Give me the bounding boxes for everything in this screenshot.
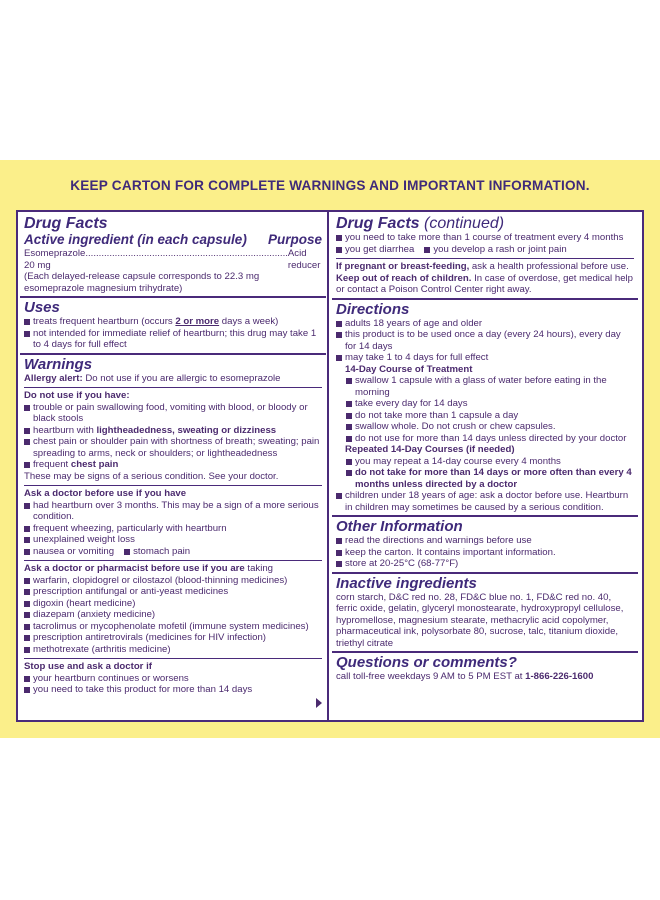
ingredient-dots: ............................................................................ xyxy=(85,248,288,259)
do-not-use-item: chest pain or shoulder pain with shortness of breath; sweating; pain spreading to arms, neck or shoulders; or lightheadedness xyxy=(24,436,322,459)
ask-pharmacist-item: prescription antifungal or anti-yeast medicines xyxy=(24,586,322,598)
repeat-item: you may repeat a 14-day course every 4 months xyxy=(346,456,634,468)
uses-title: Uses xyxy=(24,299,60,316)
course-item: do not use for more than 14 days unless directed by your doctor xyxy=(346,433,634,445)
do-not-use-note: These may be signs of a serious condition. See your doctor. xyxy=(24,470,279,482)
ask-pharmacist-item: digoxin (heart medicine) xyxy=(24,598,322,610)
carton-warning-header: KEEP CARTON FOR COMPLETE WARNINGS AND IMPORTANT INFORMATION. xyxy=(70,178,590,193)
uses-section xyxy=(20,298,326,355)
left-column xyxy=(20,214,326,718)
stop-use-row xyxy=(336,244,634,256)
course-list xyxy=(346,375,634,444)
inactive-ingredients-title: Inactive ingredients xyxy=(336,574,477,592)
inactive-ingredients-section xyxy=(332,574,638,654)
other-information-item: read the directions and warnings before use xyxy=(336,535,634,547)
ingredient-name: Esomeprazole 20 mg xyxy=(24,248,86,271)
active-ingredient-label: Active ingredient (in each capsule) xyxy=(24,232,247,247)
repeat-item: do not take for more than 14 days or more often than every 4 months unless directed by a doctor xyxy=(346,467,634,490)
questions-section xyxy=(332,653,638,685)
uses-item: not intended for immediate relief of heartburn; this drug may take 1 to 4 days for full effect xyxy=(24,328,322,351)
continued-section xyxy=(332,214,638,300)
stop-use-item: you get diarrhea xyxy=(336,244,414,256)
do-not-use-item: heartburn with lightheadedness, sweating or dizziness xyxy=(24,425,322,437)
ask-doctor-item: nausea or vomiting xyxy=(24,546,114,558)
active-ingredient-section xyxy=(20,214,326,298)
stop-use-item: your heartburn continues or worsens xyxy=(24,673,322,685)
uses-item: treats frequent heartburn (occurs 2 or more days a week) xyxy=(24,316,322,328)
drug-facts-continued-title: Drug Facts (continued) xyxy=(336,215,505,232)
ask-doctor-item: frequent wheezing, particularly with heartburn xyxy=(24,523,322,535)
ask-pharmacist-item: warfarin, clopidogrel or cilostazol (blood-thinning medicines) xyxy=(24,575,322,587)
drug-facts-title: Drug Facts xyxy=(24,215,108,232)
ask-pharmacist-block xyxy=(24,560,322,655)
questions-title: Questions or comments? xyxy=(336,654,517,671)
stop-use-item: you need to take this product for more than 14 days xyxy=(24,684,322,696)
course-item: take every day for 14 days xyxy=(346,398,634,410)
right-column xyxy=(332,214,638,718)
other-information-section xyxy=(332,517,638,574)
pregnancy-warning: If pregnant or breast-feeding, ask a health professional before use. xyxy=(336,261,629,272)
ingredient-row xyxy=(24,248,322,271)
course-item: swallow 1 capsule with a glass of water before eating in the morning xyxy=(346,375,634,398)
column-divider xyxy=(327,212,329,720)
ask-doctor-title: Ask a doctor before use if you have xyxy=(24,488,187,499)
directions-item: children under 18 years of age: ask a doctor before use. Heartburn in children may sometimes be caused by a serious condition. xyxy=(336,490,634,513)
directions-item: adults 18 years of age and older xyxy=(336,318,634,330)
ask-pharmacist-item: prescription antiretrovirals (medicines for HIV infection) xyxy=(24,632,322,644)
continue-arrow-icon xyxy=(316,698,322,708)
directions-title: Directions xyxy=(336,300,410,318)
repeat-title: Repeated 14-Day Courses (if needed) xyxy=(345,444,515,455)
ask-pharmacist-item: methotrexate (arthritis medicine) xyxy=(24,644,322,656)
ask-pharmacist-item: diazepam (anxiety medicine) xyxy=(24,609,322,621)
directions-item: may take 1 to 4 days for full effect xyxy=(336,352,634,364)
keep-out-of-reach: Keep out of reach of children. In case of overdose, get medical help or contact a Poison Control Center right away. xyxy=(336,272,633,295)
phone-number: 1-866-226-1600 xyxy=(525,671,594,682)
course-title: 14-Day Course of Treatment xyxy=(345,363,473,375)
course-item: do not take more than 1 capsule a day xyxy=(346,410,634,422)
other-information-item: store at 20-25°C (68-77°F) xyxy=(336,558,634,570)
stop-use-title: Stop use and ask a doctor if xyxy=(24,661,152,672)
ask-pharmacist-item: tacrolimus or mycophenolate mofetil (immune system medicines) xyxy=(24,621,322,633)
repeat-list xyxy=(346,456,634,491)
ask-doctor-item: stomach pain xyxy=(124,546,190,558)
ask-doctor-row xyxy=(24,546,322,558)
allergy-alert: Allergy alert: Do not use if you are allergic to esomeprazole xyxy=(24,372,281,384)
ingredient-purpose: Acid reducer xyxy=(287,248,321,271)
ingredient-note: (Each delayed-release capsule corresponds to 22.3 mg esomeprazole magnesium trihydrate) xyxy=(24,271,260,294)
warnings-section xyxy=(20,355,326,716)
pregnancy-block xyxy=(336,258,634,296)
do-not-use-item: trouble or pain swallowing food, vomiting with blood, or bloody or black stools xyxy=(24,402,322,425)
other-information-title: Other Information xyxy=(336,518,463,535)
active-ingredient-heading xyxy=(24,232,322,248)
stop-use-block xyxy=(24,658,322,696)
inactive-ingredients-text: corn starch, D&C red no. 28, FD&C blue no. 1, FD&C red no. 40, ferric oxide, gelatin, glyceryl monostearate, hydroxypropyl cellulose, hypromellose, magnesium stearate, methacrylic acid copolymer, pharmaceutical ink, polysorbate 80, sucrose, talc, titanium dioxide, triethyl citrate xyxy=(336,591,624,649)
do-not-use-block xyxy=(24,387,322,482)
drug-facts-panel xyxy=(16,210,644,722)
stop-use-item: you develop a rash or joint pain xyxy=(424,244,566,256)
course-item: swallow whole. Do not crush or chew capsules. xyxy=(346,421,634,433)
do-not-use-item: frequent chest pain xyxy=(24,459,322,471)
ask-doctor-item: had heartburn over 3 months. This may be a sign of a more serious condition. xyxy=(24,500,322,523)
ask-doctor-item: unexplained weight loss xyxy=(24,534,322,546)
ask-pharmacist-title: Ask a doctor or pharmacist before use if you are taking xyxy=(24,563,274,574)
do-not-use-title: Do not use if you have: xyxy=(24,390,130,401)
warnings-title: Warnings xyxy=(24,355,93,373)
stop-use-item: you need to take more than 1 course of treatment every 4 months xyxy=(336,232,634,244)
directions-section xyxy=(332,300,638,518)
directions-item: this product is to be used once a day (every 24 hours), every day for 14 days xyxy=(336,329,634,352)
purpose-label: Purpose xyxy=(267,232,322,247)
other-information-item: keep the carton. It contains important information. xyxy=(336,547,634,559)
ask-doctor-block xyxy=(24,485,322,557)
questions-text: call toll-free weekdays 9 AM to 5 PM EST at 1-866-226-1600 xyxy=(336,671,594,682)
